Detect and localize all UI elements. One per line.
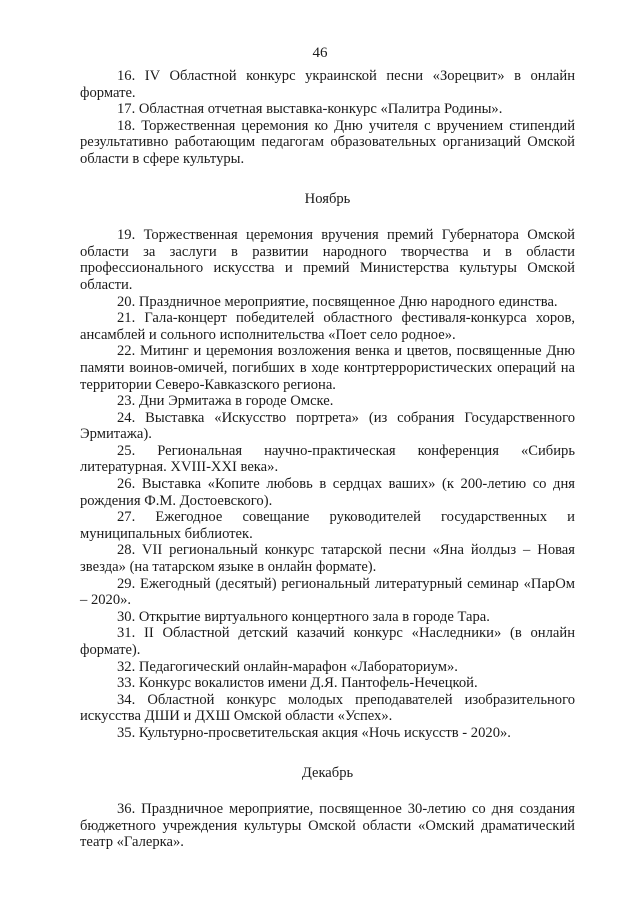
list-item: 17. Областная отчетная выставка-конкурс «Палитра Родины».: [117, 101, 503, 118]
list-item: 36. Праздничное мероприятие, посвященное 30-летию со дня создания бюджетного учреждения культуры Омской области «Омский драматический театр «Галерка».: [80, 801, 575, 851]
list-item: 25. Региональная научно-практическая конференция «Сибирь литературная. XVIII-XXI века».: [80, 442, 575, 476]
list-item: 28. VII региональный конкурс татарской песни «Яна йолдыз – Новая звезда» (на татарском языке в онлайн формате).: [80, 542, 575, 576]
list-item: 32. Педагогический онлайн-марафон «Лабораториум».: [117, 658, 458, 675]
list-item: 23. Дни Эрмитажа в городе Омске.: [117, 393, 334, 410]
list-item: 31. II Областной детский казачий конкурс «Наследники» (в онлайн формате).: [80, 625, 575, 658]
list-item: 35. Культурно-просветительская акция «Ночь искусств - 2020».: [117, 724, 511, 741]
list-item: 27. Ежегодное совещание руководителей государственных и муниципальных библиотек.: [80, 509, 575, 542]
list-item: 22. Митинг и церемония возложения венка и цветов, посвященные Дню памяти воинов-омичей, погибших в ходе контртеррористических операций на территории Северо-Кавказского региона.: [80, 343, 575, 393]
list-item: 20. Праздничное мероприятие, посвященное Дню народного единства.: [117, 293, 558, 310]
list-item: 16. IV Областной конкурс украинской песни «Зорецвит» в онлайн формате.: [80, 68, 575, 101]
section-heading-december: Декабрь: [301, 764, 354, 781]
list-item: 33. Конкурс вокалистов имени Д.Я. Пантофель-Нечецкой.: [117, 675, 478, 692]
list-item: 19. Торжественная церемония вручения премий Губернатора Омской области за заслуги в развитии народного творчества и в области профессионального искусства и премий Министерства культуры Омской области.: [80, 227, 575, 293]
list-item: 24. Выставка «Искусство портрета» (из собрания Государственного Эрмитажа).: [80, 409, 575, 443]
list-item: 18. Торжественная церемония ко Дню учителя с вручением стипендий результативно работающим педагогам образовательных организаций Омской области в сфере культуры.: [80, 117, 575, 167]
document-body: [80, 68, 575, 851]
list-item: 26. Выставка «Копите любовь в сердцах ваших» (к 200-летию со дня рождения Ф.М. Достоевского).: [80, 476, 575, 509]
list-item: 21. Гала-концерт победителей областного фестиваля-конкурса хоров, ансамблей и сольного исполнительства «Поет село родное».: [80, 310, 575, 343]
section-heading-november: Ноябрь: [304, 190, 351, 207]
list-item: 30. Открытие виртуального концертного зала в городе Тара.: [117, 608, 490, 625]
list-item: 29. Ежегодный (десятый) региональный литературный семинар «ПарОм – 2020».: [80, 575, 575, 609]
page-number: 46: [312, 45, 328, 61]
list-item: 34. Областной конкурс молодых преподавателей изобразительного искусства ДШИ и ДХШ Омской области «Успех».: [80, 691, 575, 725]
